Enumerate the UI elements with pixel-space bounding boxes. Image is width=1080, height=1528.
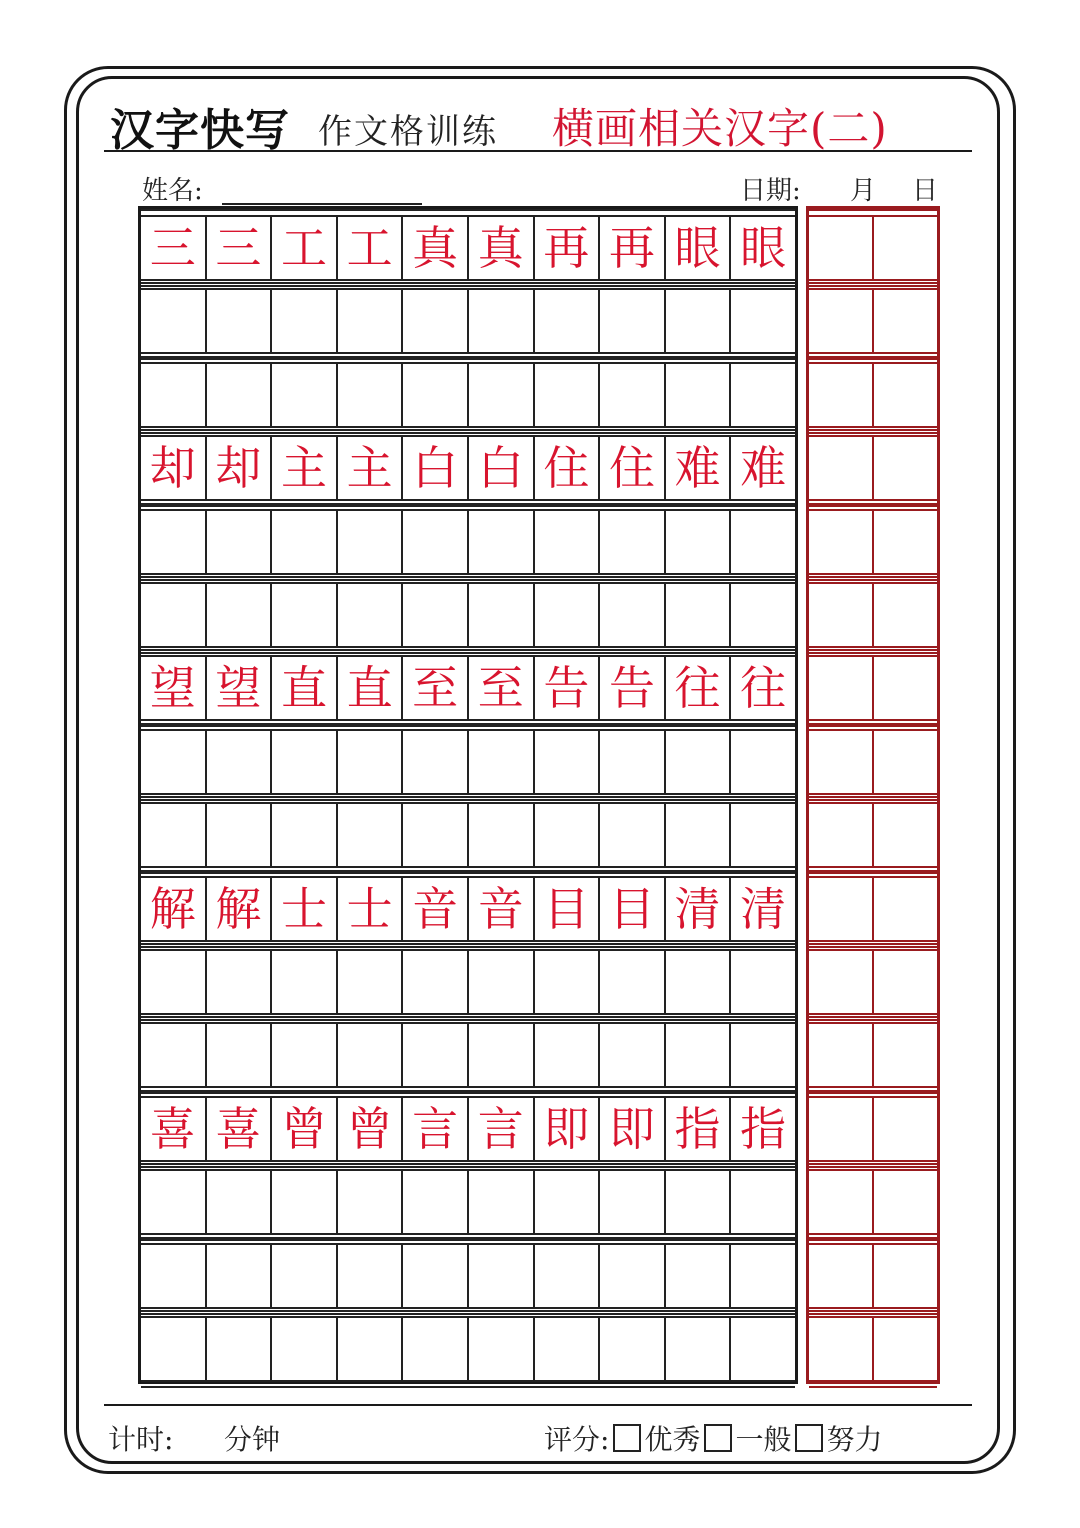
side-grid-row (809, 1243, 937, 1309)
side-grid-row (809, 949, 937, 1015)
model-character-cell: 主 (336, 435, 402, 501)
practice-cell[interactable] (664, 582, 730, 648)
practice-cell[interactable] (205, 1169, 271, 1235)
practice-cell[interactable] (533, 729, 599, 795)
model-character-cell: 直 (336, 655, 402, 721)
practice-cell[interactable] (729, 729, 795, 795)
practice-cell[interactable] (401, 1243, 467, 1309)
practice-cell[interactable] (664, 1243, 730, 1309)
practice-cell[interactable] (467, 362, 533, 428)
practice-cell[interactable] (467, 288, 533, 354)
practice-cell[interactable] (141, 582, 205, 648)
side-practice-cell[interactable] (872, 582, 937, 648)
grid-row (141, 1169, 795, 1235)
practice-cell[interactable] (141, 1316, 205, 1382)
practice-cell[interactable] (467, 802, 533, 868)
model-character-cell: 喜 (141, 1096, 205, 1162)
model-character-cell: 至 (401, 655, 467, 721)
side-practice-cell[interactable] (809, 215, 872, 281)
practice-cell[interactable] (205, 1022, 271, 1088)
side-practice-cell[interactable] (809, 582, 872, 648)
practice-cell[interactable] (598, 582, 664, 648)
practice-cell[interactable] (664, 1169, 730, 1235)
practice-cell[interactable] (664, 949, 730, 1015)
practice-cell[interactable] (205, 582, 271, 648)
side-practice-grid (806, 206, 940, 1384)
model-character-cell: 主 (270, 435, 336, 501)
side-grid-row (809, 582, 937, 648)
practice-cell[interactable] (205, 288, 271, 354)
practice-cell[interactable] (598, 802, 664, 868)
practice-cell[interactable] (270, 362, 336, 428)
timer-unit: 分钟 (224, 1423, 281, 1456)
model-character-cell: 工 (270, 215, 336, 281)
practice-cell[interactable] (401, 1169, 467, 1235)
grid-row (141, 435, 795, 501)
practice-cell[interactable] (598, 729, 664, 795)
side-practice-cell[interactable] (872, 1169, 937, 1235)
practice-cell[interactable] (141, 1169, 205, 1235)
side-grid-row (809, 1022, 937, 1088)
model-character-cell: 工 (336, 215, 402, 281)
side-practice-cell[interactable] (872, 215, 937, 281)
practice-cell[interactable] (141, 362, 205, 428)
model-character-cell: 告 (533, 655, 599, 721)
subtitle: 作文格训练 (318, 112, 498, 152)
practice-cell[interactable] (336, 582, 402, 648)
side-practice-cell[interactable] (872, 655, 937, 721)
score-option-excellent: 优秀 (644, 1423, 701, 1456)
model-character-cell: 清 (664, 876, 730, 942)
side-practice-cell[interactable] (872, 288, 937, 354)
side-practice-cell[interactable] (872, 509, 937, 575)
grid-row (141, 802, 795, 868)
practice-cell[interactable] (401, 509, 467, 575)
practice-cell[interactable] (336, 1316, 402, 1382)
practice-cell[interactable] (270, 1022, 336, 1088)
model-character-cell: 目 (598, 876, 664, 942)
model-character-cell: 望 (141, 655, 205, 721)
grid-row (141, 1022, 795, 1088)
practice-cell[interactable] (401, 729, 467, 795)
practice-cell[interactable] (729, 1316, 795, 1382)
side-practice-cell[interactable] (809, 1316, 872, 1382)
grid-row (141, 729, 795, 795)
model-character-cell: 往 (729, 655, 795, 721)
model-character-cell: 难 (729, 435, 795, 501)
practice-cell[interactable] (533, 1316, 599, 1382)
practice-cell[interactable] (533, 288, 599, 354)
practice-cell[interactable] (141, 288, 205, 354)
practice-cell[interactable] (598, 1022, 664, 1088)
side-practice-cell[interactable] (872, 1316, 937, 1382)
practice-cell[interactable] (467, 1316, 533, 1382)
side-practice-cell[interactable] (809, 802, 872, 868)
model-character-cell: 目 (533, 876, 599, 942)
practice-cell[interactable] (336, 362, 402, 428)
practice-cell[interactable] (336, 1169, 402, 1235)
side-practice-cell[interactable] (872, 435, 937, 501)
timer-label: 计时: (108, 1423, 174, 1456)
practice-cell[interactable] (467, 582, 533, 648)
header-divider (104, 150, 972, 152)
model-character-cell: 再 (533, 215, 599, 281)
side-practice-cell[interactable] (809, 1243, 872, 1309)
practice-cell[interactable] (270, 1316, 336, 1382)
model-character-cell: 解 (141, 876, 205, 942)
practice-cell[interactable] (336, 1022, 402, 1088)
model-character-cell: 指 (729, 1096, 795, 1162)
practice-cell[interactable] (533, 1169, 599, 1235)
practice-cell[interactable] (729, 509, 795, 575)
practice-cell[interactable] (336, 802, 402, 868)
grid-row (141, 1316, 795, 1382)
side-grid-row (809, 435, 937, 501)
practice-cell[interactable] (205, 509, 271, 575)
practice-cell[interactable] (729, 288, 795, 354)
grid-row (141, 215, 795, 281)
practice-cell[interactable] (270, 802, 336, 868)
side-grid-row (809, 655, 937, 721)
name-label: 姓名: (142, 176, 203, 206)
grid-row (141, 509, 795, 575)
topic-title: 横画相关汉字(二) (552, 104, 888, 153)
side-practice-cell[interactable] (809, 729, 872, 795)
practice-cell[interactable] (270, 288, 336, 354)
model-character-cell: 至 (467, 655, 533, 721)
model-character-cell: 白 (401, 435, 467, 501)
practice-cell[interactable] (401, 362, 467, 428)
practice-cell[interactable] (270, 1243, 336, 1309)
score-label: 评分: (544, 1423, 610, 1456)
side-grid-row (809, 1169, 937, 1235)
model-character-cell: 言 (467, 1096, 533, 1162)
practice-cell[interactable] (141, 509, 205, 575)
practice-cell[interactable] (141, 1243, 205, 1309)
grid-row (141, 655, 795, 721)
practice-cell[interactable] (205, 949, 271, 1015)
model-character-cell: 却 (205, 435, 271, 501)
side-grid-row (809, 288, 937, 354)
practice-cell[interactable] (664, 1316, 730, 1382)
model-character-cell: 言 (401, 1096, 467, 1162)
practice-cell[interactable] (205, 362, 271, 428)
side-practice-cell[interactable] (809, 949, 872, 1015)
model-character-cell: 真 (467, 215, 533, 281)
practice-cell[interactable] (467, 949, 533, 1015)
practice-cell[interactable] (598, 949, 664, 1015)
model-character-cell: 解 (205, 876, 271, 942)
side-grid-row (809, 729, 937, 795)
side-practice-cell[interactable] (809, 435, 872, 501)
side-practice-cell[interactable] (809, 1096, 872, 1162)
footer-divider (104, 1404, 972, 1406)
practice-cell[interactable] (664, 802, 730, 868)
side-grid-row (809, 802, 937, 868)
model-character-cell: 三 (141, 215, 205, 281)
practice-cell[interactable] (336, 949, 402, 1015)
side-practice-cell[interactable] (809, 655, 872, 721)
model-character-cell: 再 (598, 215, 664, 281)
side-practice-cell[interactable] (872, 1243, 937, 1309)
practice-cell[interactable] (598, 1243, 664, 1309)
practice-cell[interactable] (664, 509, 730, 575)
practice-grid (138, 206, 798, 1384)
side-practice-cell[interactable] (809, 509, 872, 575)
side-practice-cell[interactable] (809, 288, 872, 354)
grid-row (141, 876, 795, 942)
score-section (544, 1418, 882, 1458)
model-character-cell: 直 (270, 655, 336, 721)
practice-cell[interactable] (141, 1022, 205, 1088)
model-character-cell: 难 (664, 435, 730, 501)
practice-cell[interactable] (467, 509, 533, 575)
practice-cell[interactable] (729, 949, 795, 1015)
model-character-cell: 眼 (729, 215, 795, 281)
model-character-cell: 士 (336, 876, 402, 942)
practice-cell[interactable] (729, 1022, 795, 1088)
practice-cell[interactable] (533, 1022, 599, 1088)
side-practice-cell[interactable] (872, 949, 937, 1015)
brand-title: 汉字快写 (110, 105, 290, 156)
practice-cell[interactable] (598, 362, 664, 428)
score-checkbox-effort[interactable] (795, 1424, 823, 1452)
practice-cell[interactable] (205, 1243, 271, 1309)
practice-cell[interactable] (270, 949, 336, 1015)
side-practice-cell[interactable] (809, 1169, 872, 1235)
practice-cell[interactable] (598, 288, 664, 354)
side-grid-row (809, 1096, 937, 1162)
practice-cell[interactable] (401, 1022, 467, 1088)
model-character-cell: 望 (205, 655, 271, 721)
side-practice-cell[interactable] (809, 1022, 872, 1088)
model-character-cell: 三 (205, 215, 271, 281)
model-character-cell: 白 (467, 435, 533, 501)
side-grid-row (809, 362, 937, 428)
side-practice-cell[interactable] (872, 729, 937, 795)
grid-row (141, 1243, 795, 1309)
model-character-cell: 住 (598, 435, 664, 501)
side-grid-row (809, 876, 937, 942)
practice-cell[interactable] (664, 729, 730, 795)
practice-cell[interactable] (729, 802, 795, 868)
model-character-cell: 即 (533, 1096, 599, 1162)
model-character-cell: 往 (664, 655, 730, 721)
practice-cell[interactable] (336, 288, 402, 354)
score-checkbox-average[interactable] (704, 1424, 732, 1452)
practice-cell[interactable] (336, 729, 402, 795)
date-label: 日期: (740, 176, 801, 206)
model-character-cell: 喜 (205, 1096, 271, 1162)
side-grid-row (809, 1316, 937, 1382)
side-practice-cell[interactable] (872, 1022, 937, 1088)
practice-cell[interactable] (598, 509, 664, 575)
practice-cell[interactable] (141, 949, 205, 1015)
model-character-cell: 曾 (270, 1096, 336, 1162)
practice-cell[interactable] (270, 582, 336, 648)
model-character-cell: 指 (664, 1096, 730, 1162)
model-character-cell: 眼 (664, 215, 730, 281)
model-character-cell: 音 (467, 876, 533, 942)
model-character-cell: 音 (401, 876, 467, 942)
practice-cell[interactable] (270, 509, 336, 575)
practice-cell[interactable] (205, 729, 271, 795)
model-character-cell: 士 (270, 876, 336, 942)
practice-cell[interactable] (598, 1169, 664, 1235)
practice-cell[interactable] (533, 582, 599, 648)
practice-cell[interactable] (729, 1243, 795, 1309)
practice-cell[interactable] (533, 509, 599, 575)
date-day: 日 (912, 176, 939, 206)
practice-cell[interactable] (729, 1169, 795, 1235)
practice-cell[interactable] (664, 1022, 730, 1088)
side-practice-cell[interactable] (872, 876, 937, 942)
practice-cell[interactable] (533, 949, 599, 1015)
model-character-cell: 住 (533, 435, 599, 501)
practice-cell[interactable] (729, 582, 795, 648)
practice-cell[interactable] (401, 1316, 467, 1382)
side-practice-cell[interactable] (872, 802, 937, 868)
side-grid-row (809, 509, 937, 575)
score-checkbox-excellent[interactable] (613, 1424, 641, 1452)
practice-cell[interactable] (401, 802, 467, 868)
model-character-cell: 即 (598, 1096, 664, 1162)
name-field[interactable] (222, 203, 422, 205)
grid-row (141, 362, 795, 428)
practice-cell[interactable] (141, 729, 205, 795)
practice-cell[interactable] (467, 1169, 533, 1235)
model-character-cell: 告 (598, 655, 664, 721)
date-month: 月 (850, 176, 877, 206)
practice-cell[interactable] (270, 1169, 336, 1235)
practice-cell[interactable] (336, 1243, 402, 1309)
side-practice-cell[interactable] (809, 362, 872, 428)
practice-cell[interactable] (598, 1316, 664, 1382)
practice-cell[interactable] (664, 288, 730, 354)
grid-row (141, 949, 795, 1015)
practice-cell[interactable] (533, 362, 599, 428)
grid-row (141, 288, 795, 354)
practice-cell[interactable] (205, 802, 271, 868)
practice-cell[interactable] (533, 802, 599, 868)
model-character-cell: 清 (729, 876, 795, 942)
practice-cell[interactable] (401, 582, 467, 648)
side-practice-cell[interactable] (872, 1096, 937, 1162)
practice-cell[interactable] (270, 729, 336, 795)
grid-row (141, 582, 795, 648)
score-option-effort: 努力 (826, 1423, 883, 1456)
practice-cell[interactable] (141, 802, 205, 868)
practice-cell[interactable] (467, 1243, 533, 1309)
model-character-cell: 真 (401, 215, 467, 281)
practice-cell[interactable] (205, 1316, 271, 1382)
practice-cell[interactable] (401, 949, 467, 1015)
model-character-cell: 却 (141, 435, 205, 501)
score-option-average: 一般 (735, 1423, 792, 1456)
practice-cell[interactable] (401, 288, 467, 354)
model-character-cell: 曾 (336, 1096, 402, 1162)
side-practice-cell[interactable] (809, 876, 872, 942)
practice-cell[interactable] (533, 1243, 599, 1309)
practice-cell[interactable] (664, 362, 730, 428)
grid-row (141, 1096, 795, 1162)
side-practice-cell[interactable] (872, 362, 937, 428)
practice-cell[interactable] (467, 1022, 533, 1088)
practice-cell[interactable] (467, 729, 533, 795)
practice-cell[interactable] (336, 509, 402, 575)
side-grid-row (809, 215, 937, 281)
practice-cell[interactable] (729, 362, 795, 428)
